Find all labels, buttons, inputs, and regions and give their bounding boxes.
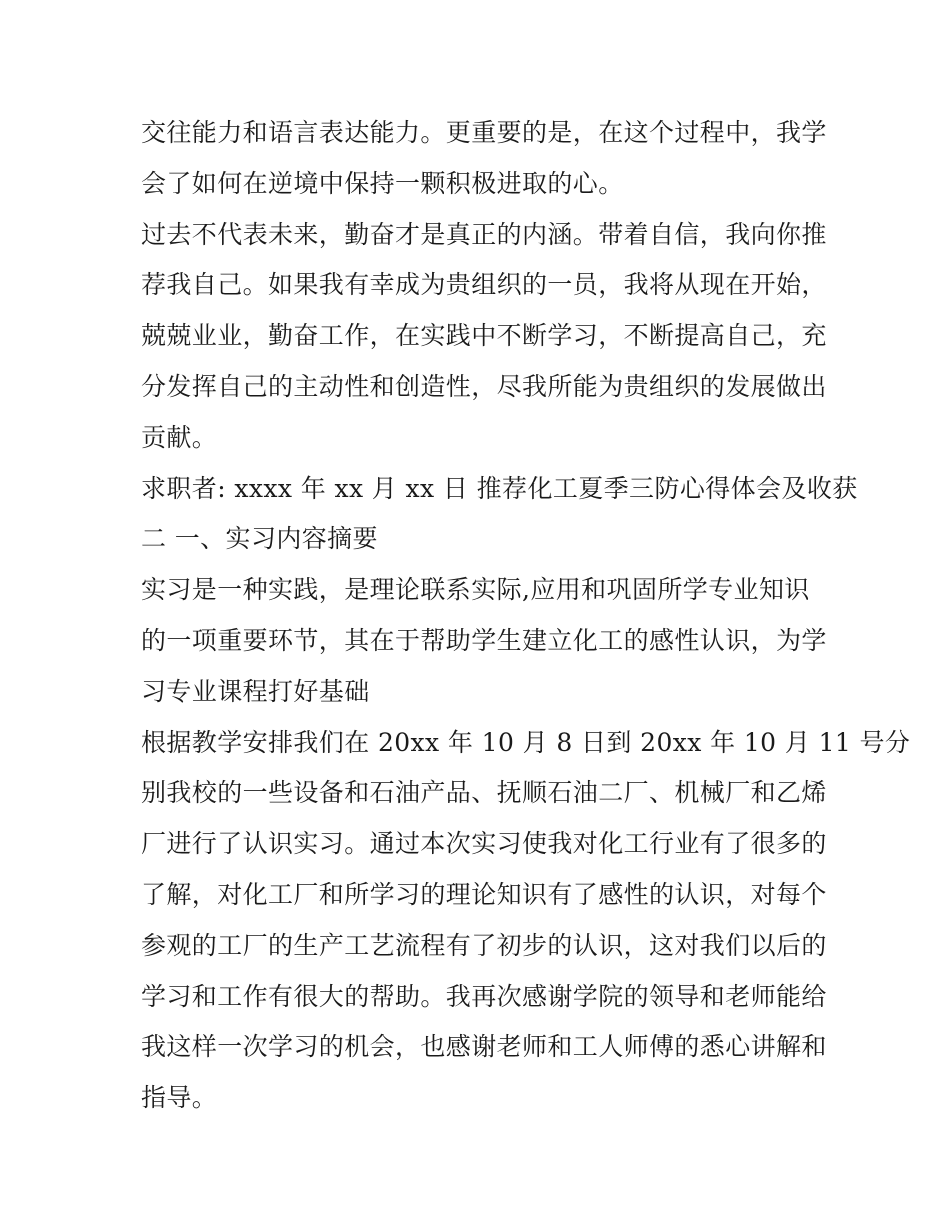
text-line: 参观的工厂的生产工艺流程有了初步的认识，这对我们以后的 [141, 930, 827, 960]
text-line: 荐我自己。如果我有幸成为贵组织的一员，我将从现在开始， [141, 270, 827, 300]
text-line: 厂进行了认识实习。通过本次实习使我对化工行业有了很多的 [141, 829, 827, 859]
text-line: 贡献。 [141, 422, 218, 452]
text-line: 习专业课程打好基础 [141, 676, 370, 706]
text-line: 交往能力和语言表达能力。更重要的是，在这个过程中，我学 [141, 118, 827, 147]
text-line: 学习和工作有很大的帮助。我再次感谢学院的领导和老师能给 [141, 981, 827, 1011]
document-body [141, 108, 911, 1124]
text-line: 别我校的一些设备和石油产品、抚顺石油二厂、机械厂和乙烯 [141, 778, 827, 808]
text-line: 分发挥自己的主动性和创造性，尽我所能为贵组织的发展做出 [141, 371, 827, 401]
text-line: 会了如何在逆境中保持一颗积极进取的心。 [141, 168, 624, 198]
text-line: 根据教学安排我们在 20xx 年 10 月 8 日到 20xx 年 10 月 11 号分 [141, 727, 911, 757]
text-line: 实习是一种实践，是理论联系实际,应用和巩固所学专业知识 [141, 575, 810, 605]
text-line: 的一项重要环节，其在于帮助学生建立化工的感性认识，为学 [141, 625, 827, 655]
text-line: 兢兢业业，勤奋工作，在实践中不断学习，不断提高自己，充 [141, 321, 827, 351]
text-line: 指导。 [141, 1083, 218, 1113]
text-line: 过去不代表未来，勤奋才是真正的内涵。带着自信，我向你推 [141, 219, 827, 249]
text-line: 二 一、实习内容摘要 [141, 524, 378, 554]
text-line: 我这样一次学习的机会，也感谢老师和工人师傅的悉心讲解和 [141, 1032, 827, 1062]
text-line: 了解，对化工厂和所学习的理论知识有了感性的认识，对每个 [141, 879, 827, 909]
text-line: 求职者: xxxx 年 xx 月 xx 日 推荐化工夏季三防心得体会及收获 [141, 473, 858, 503]
